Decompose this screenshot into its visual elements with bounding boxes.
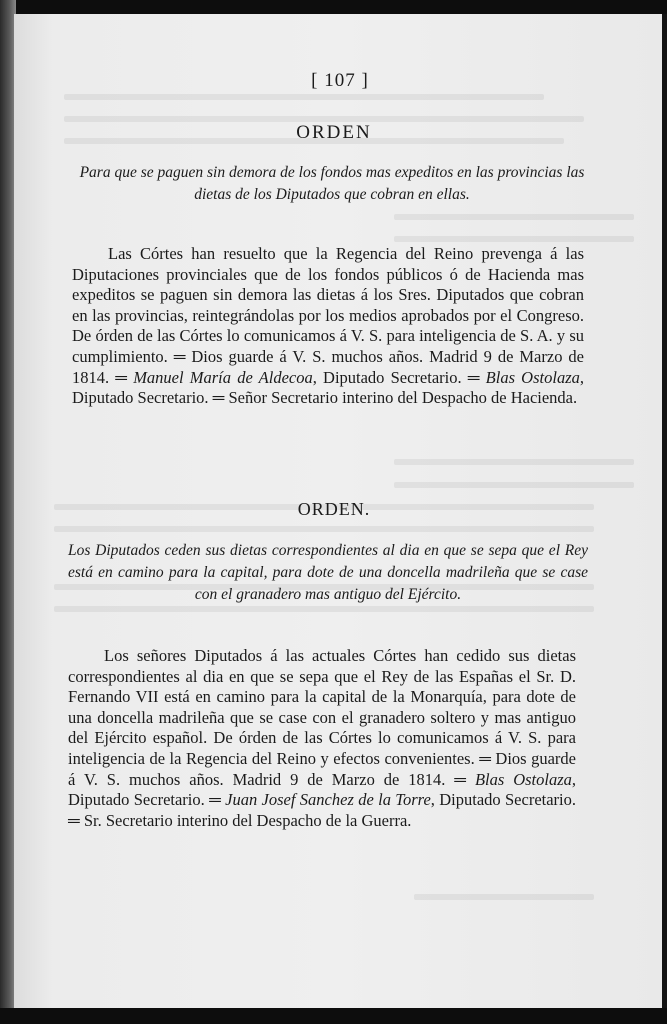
decree-1-signer-1-role: , Diputado Secretario. ═ [312,367,486,387]
decree-2-summary: Los Diputados ceden sus dietas correspondientes al dia en que se sepa que el Rey está en camino para la capital, para dote de una doncella madrileña que se case con el granadero mas antiguo del Ejército. [68,542,588,603]
decree-1-body-text: Las Córtes han resuelto que la Regencia del Reino prevenga á las Diputaciones provinciales que de los fondos públicos ó de Hacienda mas expeditos se paguen sin demora las dietas á los Sres. Diputados que cobran en las provincias, reintegrándolas por los medios aprobados por el Congreso. De órden de las Córtes lo comunicamos á V. S. para inteligencia de S. A. y su cumplimiento. ═ Dios guarde á V. S. muchos años. Madrid 9 de Marzo de 1814. ═ [72,244,584,387]
decree-1-signer-1: Manuel María de Aldecoa [133,367,313,387]
decree-2-signer-2-role: , Diputado Secretario. ═ Sr. Secretario interino del Despacho de la Guerra. [68,790,577,830]
decree-1-signer-2-role: , Diputado Secretario. ═ Señor Secretario interino del Despacho de Hacienda. [72,367,584,408]
decree-1-signer-2: Blas Ostolaza [485,367,580,387]
decree-2-heading: ORDEN. [297,499,371,519]
decree-2-body [68,646,576,831]
scan-bottom-border [0,1008,667,1024]
page-number: [ 107 ] [311,70,369,91]
decree-2-signer-1: Blas Ostolaza [474,769,572,789]
decree-1-heading: ORDEN [296,122,372,143]
decree-2-signer-2: Juan Josef Sanchez de la Torre [225,790,431,810]
decree-1-summary: Para que se paguen sin demora de los fondos mas expeditos en las provincias las dietas de los Diputados que cobran en ellas. [79,164,585,203]
scan-top-border [0,0,667,14]
decree-1-body [72,244,584,409]
book-page [14,14,662,1008]
decree-2-signer-1-role: , Diputado Secretario. ═ [68,769,577,810]
decree-2-body-text: Los señores Diputados á las actuales Córtes han cedido sus dietas correspondientes al dia en que se sepa que el Rey de las Españas el Sr. D. Fernando VII está en camino para la capital de la Monarquía, para dote de una doncella madrileña que se case con el granadero soltero y mas antiguo del Ejército español. De órden de las Córtes lo comunicamos á V. S. para inteligencia de la Regencia del Reino y efectos convenientes. ═ Dios guarde á V. S. muchos años. Madrid 9 de Marzo de 1814. ═ [68,646,576,789]
